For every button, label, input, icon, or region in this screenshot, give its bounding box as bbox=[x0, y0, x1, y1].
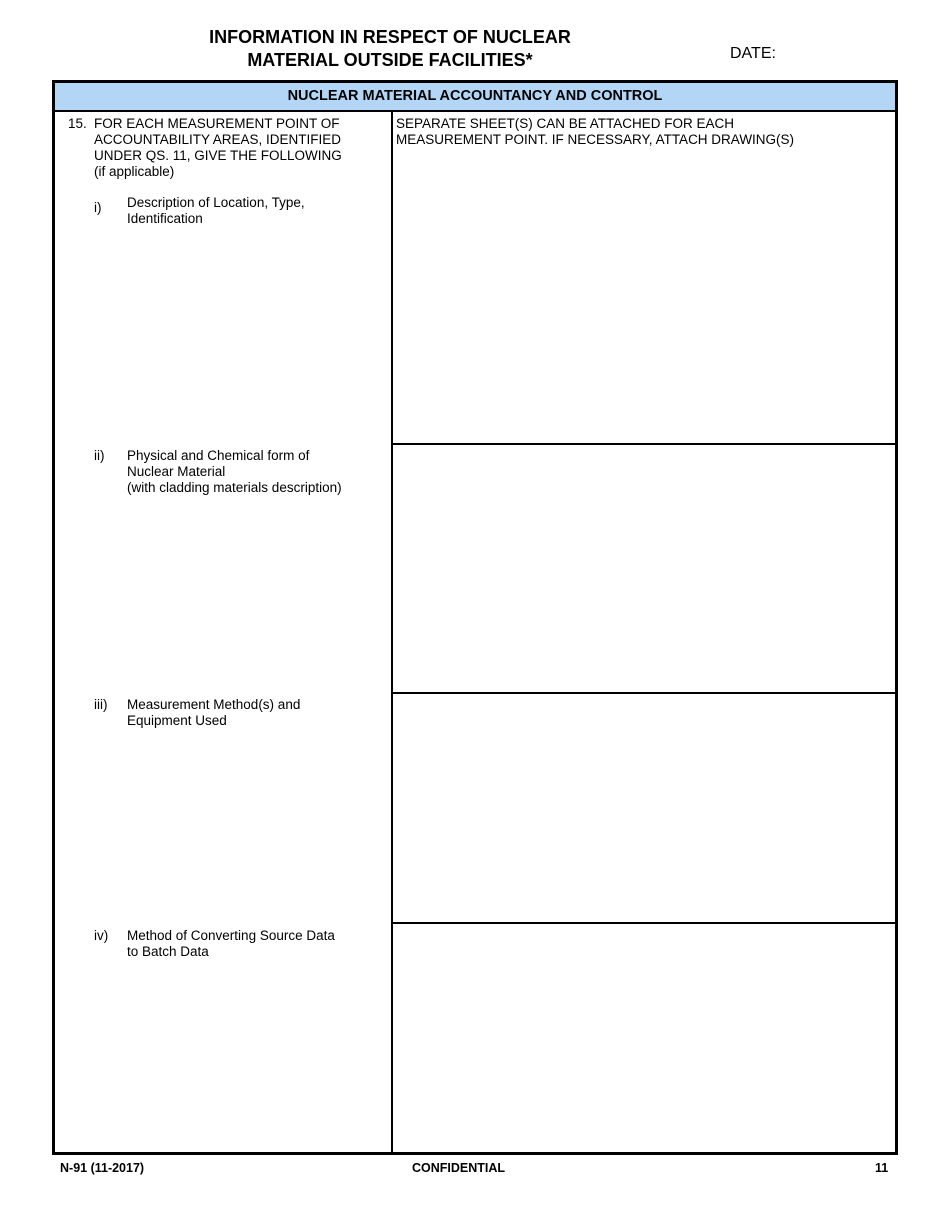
date-label: DATE: bbox=[730, 45, 776, 62]
item-i-line-1: Description of Location, Type, bbox=[127, 195, 305, 210]
item-ii-line-2: Nuclear Material bbox=[127, 464, 226, 479]
item-iii-line-1: Measurement Method(s) and bbox=[127, 697, 301, 712]
question-text bbox=[94, 116, 374, 164]
question-number: 15. bbox=[68, 116, 87, 131]
answer-field-iii[interactable] bbox=[393, 694, 895, 922]
item-ii-line-1: Physical and Chemical form of bbox=[127, 448, 310, 463]
question-text-line-3: UNDER QS. 11, GIVE THE FOLLOWING bbox=[94, 148, 342, 163]
item-ii-line-3: (with cladding materials description) bbox=[127, 480, 342, 495]
item-iv-line-1: Method of Converting Source Data bbox=[127, 928, 335, 943]
question-condition: (if applicable) bbox=[94, 164, 175, 179]
attachment-note-line-1: SEPARATE SHEET(S) CAN BE ATTACHED FOR EACH bbox=[396, 116, 735, 131]
item-i-label bbox=[127, 195, 377, 227]
item-ii-label bbox=[127, 448, 377, 496]
classification-label: CONFIDENTIAL bbox=[412, 1161, 506, 1175]
section-heading: NUCLEAR MATERIAL ACCOUNTANCY AND CONTROL bbox=[55, 83, 895, 112]
attachment-note-line-2: MEASUREMENT POINT. IF NECESSARY, ATTACH DRAWING(S) bbox=[396, 132, 795, 147]
answer-field-i[interactable] bbox=[393, 149, 895, 441]
item-ii-number: ii) bbox=[94, 448, 105, 463]
form-title bbox=[150, 26, 630, 72]
form-id: N-91 (11-2017) bbox=[60, 1161, 145, 1175]
page-number: 11 bbox=[875, 1161, 889, 1175]
answer-field-ii[interactable] bbox=[393, 445, 895, 692]
item-iii-number: iii) bbox=[94, 697, 108, 712]
item-iv-number: iv) bbox=[94, 928, 109, 943]
question-text-line-2: ACCOUNTABILITY AREAS, IDENTIFIED bbox=[94, 132, 342, 147]
item-iii-label bbox=[127, 697, 377, 729]
form-title-line-2: MATERIAL OUTSIDE FACILITIES* bbox=[247, 50, 533, 70]
form-title-line-1: INFORMATION IN RESPECT OF NUCLEAR bbox=[209, 27, 571, 47]
item-i-number: i) bbox=[94, 200, 102, 215]
item-iii-line-2: Equipment Used bbox=[127, 713, 227, 728]
item-i-line-2: Identification bbox=[127, 211, 203, 226]
item-iv-label bbox=[127, 928, 377, 960]
item-iv-line-2: to Batch Data bbox=[127, 944, 209, 959]
attachment-note bbox=[396, 116, 886, 148]
question-text-line-1: FOR EACH MEASUREMENT POINT OF bbox=[94, 116, 340, 131]
answer-field-iv[interactable] bbox=[393, 924, 895, 1154]
form-table bbox=[52, 80, 898, 1155]
